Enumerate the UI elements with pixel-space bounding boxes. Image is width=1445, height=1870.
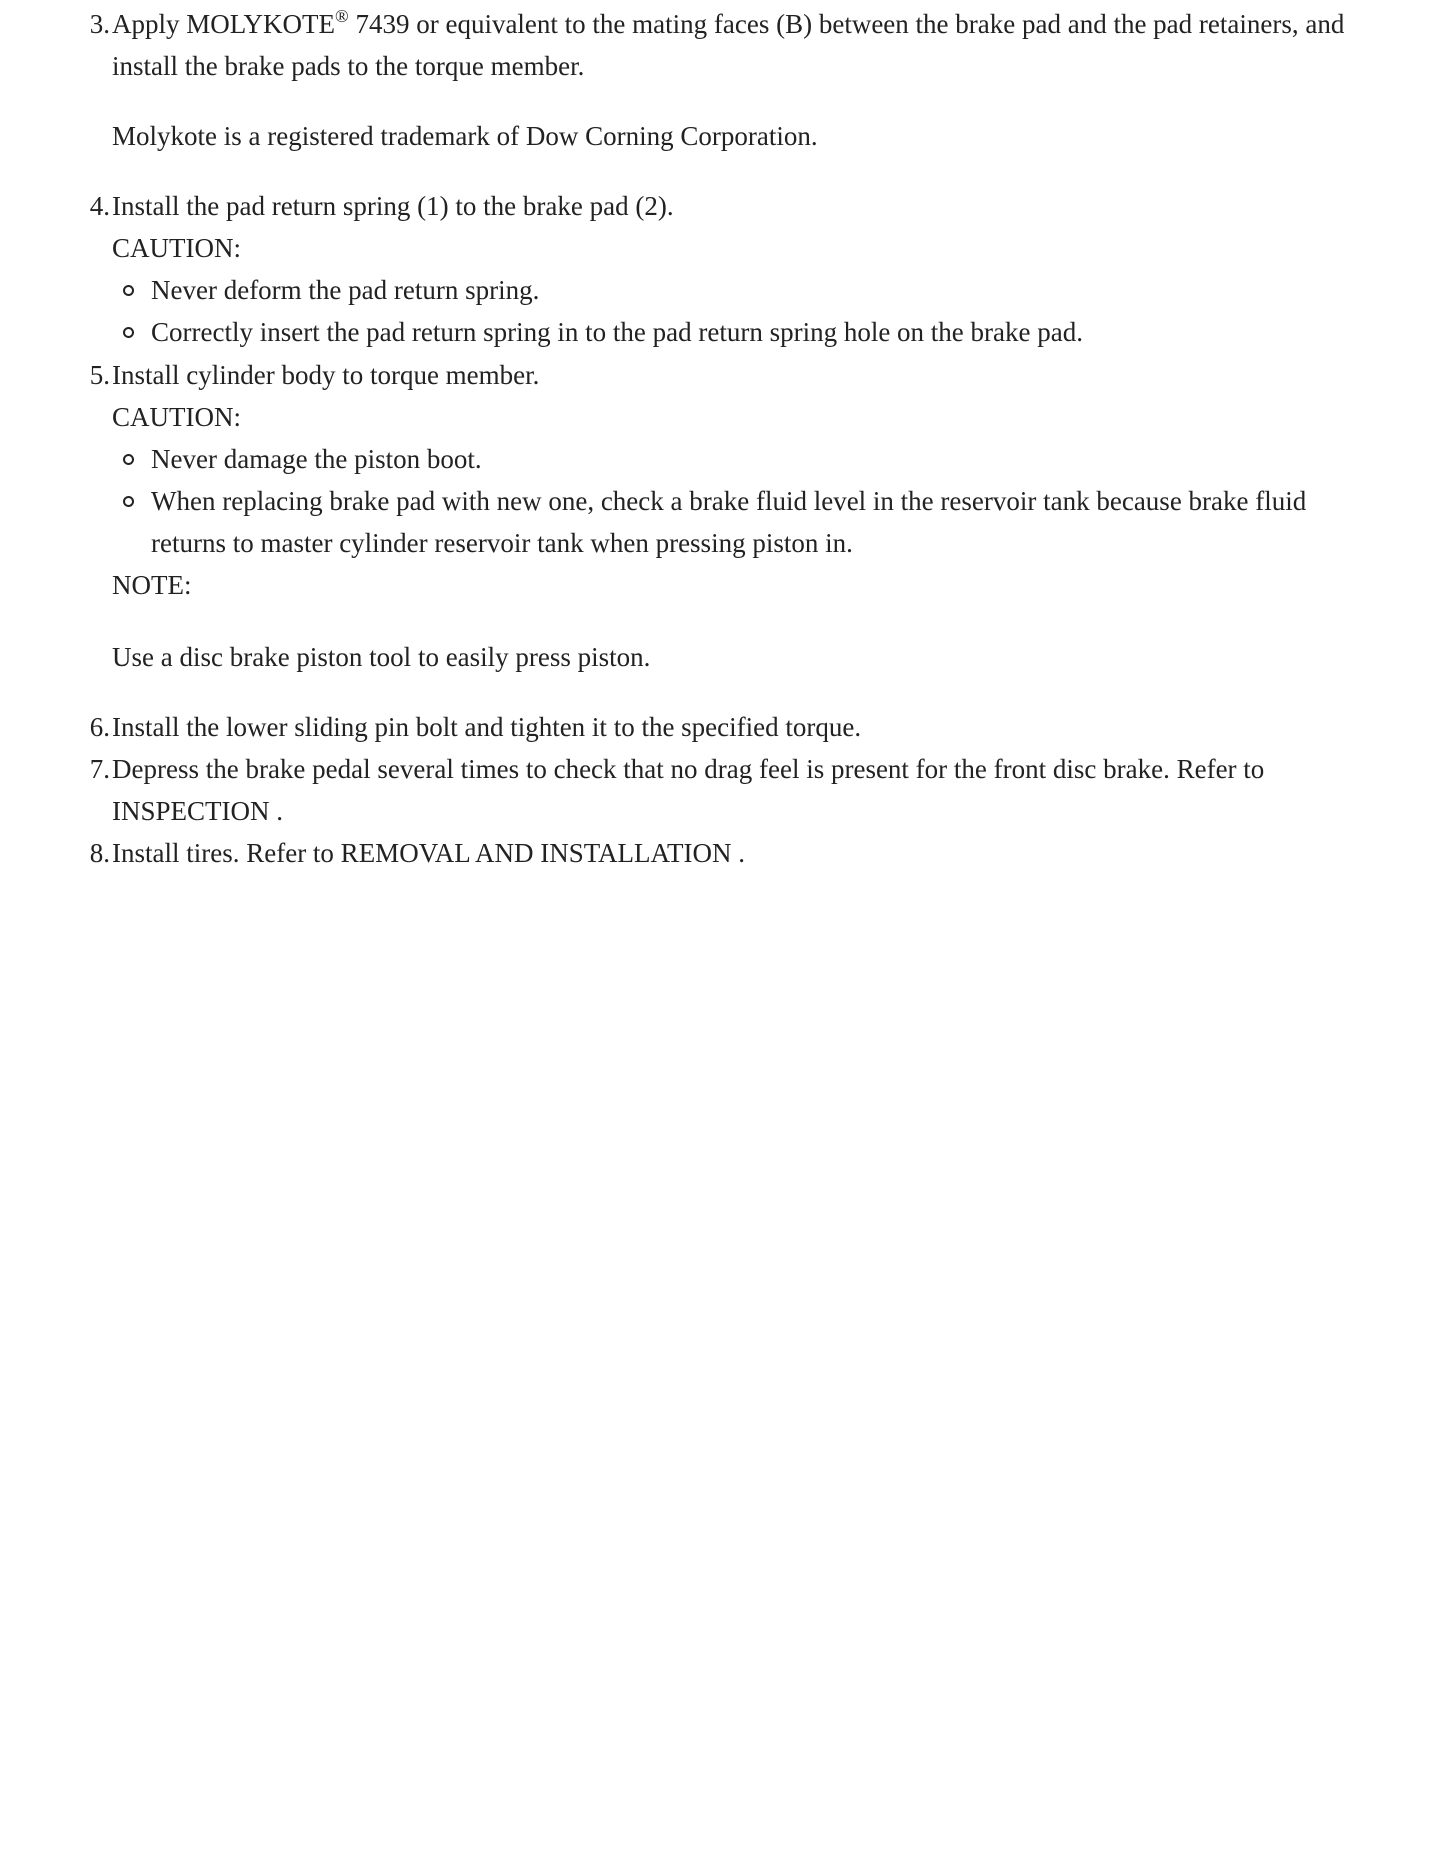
step-6 <box>89 706 1347 748</box>
step-number: 4. <box>89 191 110 221</box>
step-number: 8. <box>89 838 110 868</box>
caution-item <box>112 311 1347 353</box>
step-text: Install tires. Refer to REMOVAL AND INSTALLATION . <box>112 838 746 868</box>
step-number: 6. <box>89 712 110 742</box>
step-text-part: 7439 or equivalent to the mating faces (B) between the brake pad and the pad retainers, and install the brake pads to the torque member. <box>112 9 1345 81</box>
step-number: 3. <box>89 9 110 39</box>
caution-label: CAUTION: <box>112 402 241 432</box>
note-text: Use a disc brake piston tool to easily press piston. <box>112 642 651 672</box>
caution-label: CAUTION: <box>112 233 241 263</box>
caution-text: Correctly insert the pad return spring in to the pad return spring hole on the brake pad. <box>151 317 1083 347</box>
step-text <box>112 3 1347 87</box>
registered-mark: ® <box>335 6 349 26</box>
caution-item <box>112 480 1347 564</box>
bullet-circle-icon <box>123 496 134 507</box>
step-5-note <box>112 636 1347 678</box>
step-text: Depress the brake pedal several times to check that no drag feel is present for the front disc brake. Refer to INSPECTION . <box>112 754 1265 826</box>
step-text-part: Apply MOLYKOTE <box>112 9 336 39</box>
bullet-circle-icon <box>123 327 134 338</box>
caution-text: When replacing brake pad with new one, check a brake fluid level in the reservoir tank because brake fluid returns to master cylinder reservoir tank when pressing piston in. <box>151 486 1307 558</box>
caution-item <box>112 269 1347 311</box>
caution-text: Never deform the pad return spring. <box>151 275 540 305</box>
step-number: 7. <box>89 754 110 784</box>
step-3 <box>89 3 1347 87</box>
caution-list <box>112 269 1347 353</box>
step-4 <box>89 185 1347 353</box>
bullet-circle-icon <box>123 285 134 296</box>
trademark-note: Molykote is a registered trademark of Dow Corning Corporation. <box>112 121 818 151</box>
step-3-trademark-note <box>112 115 1347 157</box>
caution-list <box>112 438 1347 564</box>
caution-item <box>112 438 1347 480</box>
step-text: Install the pad return spring (1) to the brake pad (2). <box>112 191 674 221</box>
step-number: 5. <box>89 360 110 390</box>
step-8 <box>89 832 1347 874</box>
note-label: NOTE: <box>112 570 192 600</box>
step-text: Install cylinder body to torque member. <box>112 360 540 390</box>
caution-text: Never damage the piston boot. <box>151 444 482 474</box>
step-5 <box>89 354 1347 606</box>
step-7 <box>89 748 1347 832</box>
step-text: Install the lower sliding pin bolt and tighten it to the specified torque. <box>112 712 862 742</box>
bullet-circle-icon <box>123 454 134 465</box>
